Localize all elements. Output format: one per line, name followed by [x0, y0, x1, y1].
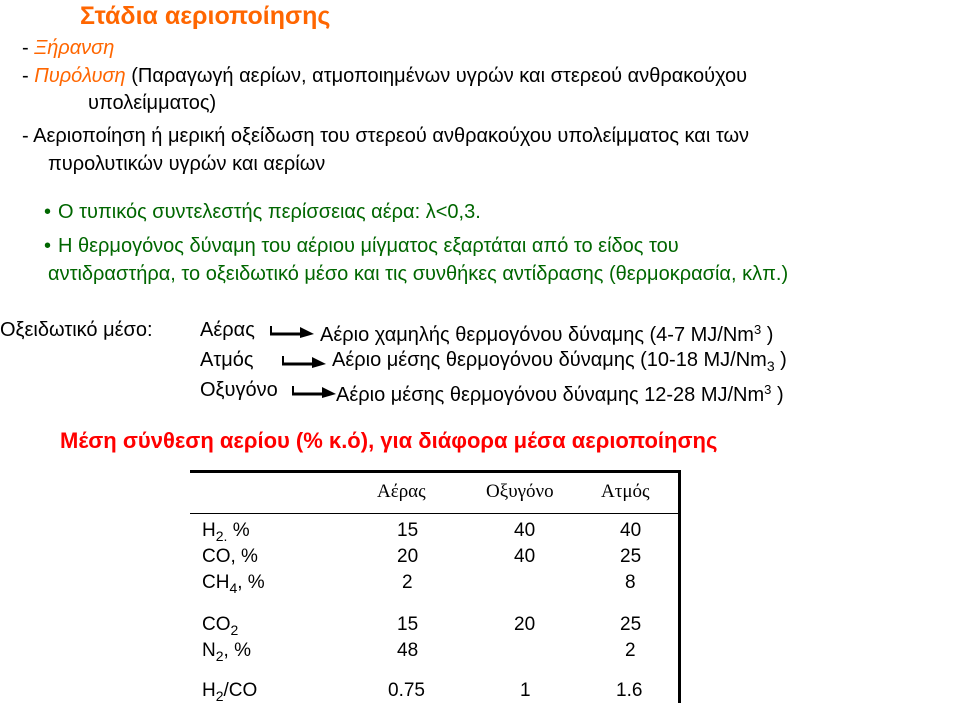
table-row-label [202, 572, 265, 596]
oxidizer-air: Αέρας [200, 319, 255, 341]
table-cell: 0.75 [388, 680, 425, 701]
superscript: 3 [753, 322, 762, 337]
stage-drying [22, 36, 114, 60]
table-cell: 20 [397, 546, 419, 567]
bullet-excess-air [44, 200, 481, 224]
row-label-end: , % [223, 640, 251, 661]
stage-drying-label: Ξήρανση [34, 37, 115, 59]
table-cell: 20 [514, 614, 536, 635]
row-label-end: % [227, 520, 250, 541]
table-row-label [202, 614, 238, 638]
row-label-main: N [202, 640, 216, 661]
table-cell: 40 [514, 520, 536, 541]
dash: - [22, 37, 35, 59]
arrow-icon [280, 352, 328, 368]
table-row-label [202, 680, 257, 704]
table-header-air: Αέρας [377, 481, 426, 502]
stage-pyrolysis-desc-2: υπολείμματος) [88, 92, 217, 114]
oxidizer-steam-result [332, 348, 787, 378]
table-cell: 40 [514, 546, 536, 567]
table-header-steam: Ατμός [601, 481, 650, 502]
subscript: 2 [230, 622, 239, 638]
table-row-label [202, 640, 251, 664]
row-label-main: CO, % [202, 546, 258, 567]
oxidizer-oxygen-result [336, 378, 784, 407]
table-cell: 15 [397, 614, 419, 635]
row-label-end: /CO [223, 680, 258, 701]
oxidizer-air-result [320, 318, 773, 347]
oxidizer-steam: Ατμός [200, 349, 254, 371]
dash: - [22, 65, 35, 87]
stage-pyrolysis-desc: (Παραγωγή αερίων, ατμοποιημένων υγρών και στερεού ανθρακούχου [125, 65, 748, 87]
table-cell: 1 [520, 680, 531, 701]
row-label-main: H [202, 680, 216, 701]
stage-gasification: - Αεριοποίηση ή μερική οξείδωση του στερεού ανθρακούχου υπολείμματος και των [22, 125, 750, 147]
oxidizer-oxygen-result-text: Αέριο μέσης θερμογόνου δύναμης 12-28 MJ/Nm [336, 384, 765, 406]
table-cell: 1.6 [616, 680, 643, 701]
arrow-icon [268, 322, 316, 338]
row-label-main: CO [202, 614, 231, 635]
table-row-label [202, 546, 258, 568]
bullet-heating-value-text: Η θερμογόνος δύναμη του αέριου μίγματος εξαρτάται από το είδος του [58, 235, 679, 257]
bullet-heating-value [44, 234, 679, 258]
subscript: 3 [766, 358, 775, 374]
table-cell: 8 [625, 572, 636, 593]
subscript: 2 [215, 688, 224, 704]
table-cell: 48 [397, 640, 419, 661]
oxidizer-label: Οξειδωτικό μέσο: [0, 319, 153, 341]
oxidizer-oxygen: Οξυγόνο [200, 379, 278, 401]
row-label-main: CH [202, 572, 230, 593]
table-cell: 2 [402, 572, 413, 593]
table-cell: 15 [397, 520, 419, 541]
table-header-oxygen: Οξυγόνο [486, 481, 554, 502]
stage-pyrolysis [22, 64, 747, 88]
subscript: 2 [215, 648, 224, 664]
table-border-top [190, 470, 680, 473]
closing-paren: ) [771, 384, 784, 406]
bullet-heating-value-2: αντιδραστήρα, το οξειδωτικό μέσο και τις συνθήκες αντίδρασης (θερμοκρασία, κλπ.) [48, 263, 789, 285]
table-row-label [202, 520, 250, 544]
table-cell: 25 [620, 546, 642, 567]
subscript: 4 [229, 580, 238, 596]
arrow-icon [290, 382, 338, 398]
table-header-divider [190, 513, 680, 514]
table-cell: 25 [620, 614, 642, 635]
subscript: 2. [215, 528, 228, 544]
superscript: 3 [764, 382, 772, 397]
stage-pyrolysis-label: Πυρόλυση [34, 65, 126, 87]
page-title: Στάδια αεριοποίησης [80, 2, 331, 30]
bullet-dot: • [44, 201, 52, 223]
row-label-main: H [202, 520, 216, 541]
bullet-dot: • [44, 235, 52, 257]
closing-paren: ) [774, 349, 787, 371]
oxidizer-steam-result-text: Αέριο μέσης θερμογόνου δύναμης (10-18 MJ/Nm [332, 349, 767, 371]
oxidizer-air-result-text: Αέριο χαμηλής θερμογόνου δύναμης (4-7 MJ/Nm [320, 324, 754, 346]
table-cell: 40 [620, 520, 642, 541]
section-title: Μέση σύνθεση αερίου (% κ.ό), για διάφορα μέσα αεριοποίησης [60, 428, 718, 453]
bullet-excess-air-text: Ο τυπικός συντελεστής περίσσειας αέρα: λ<0,3. [58, 201, 481, 223]
stage-gasification-2: πυρολυτικών υγρών και αερίων [48, 153, 326, 175]
closing-paren: ) [761, 324, 774, 346]
row-label-end: , % [237, 572, 265, 593]
table-cell: 2 [625, 640, 636, 661]
table-border-right [678, 470, 681, 703]
